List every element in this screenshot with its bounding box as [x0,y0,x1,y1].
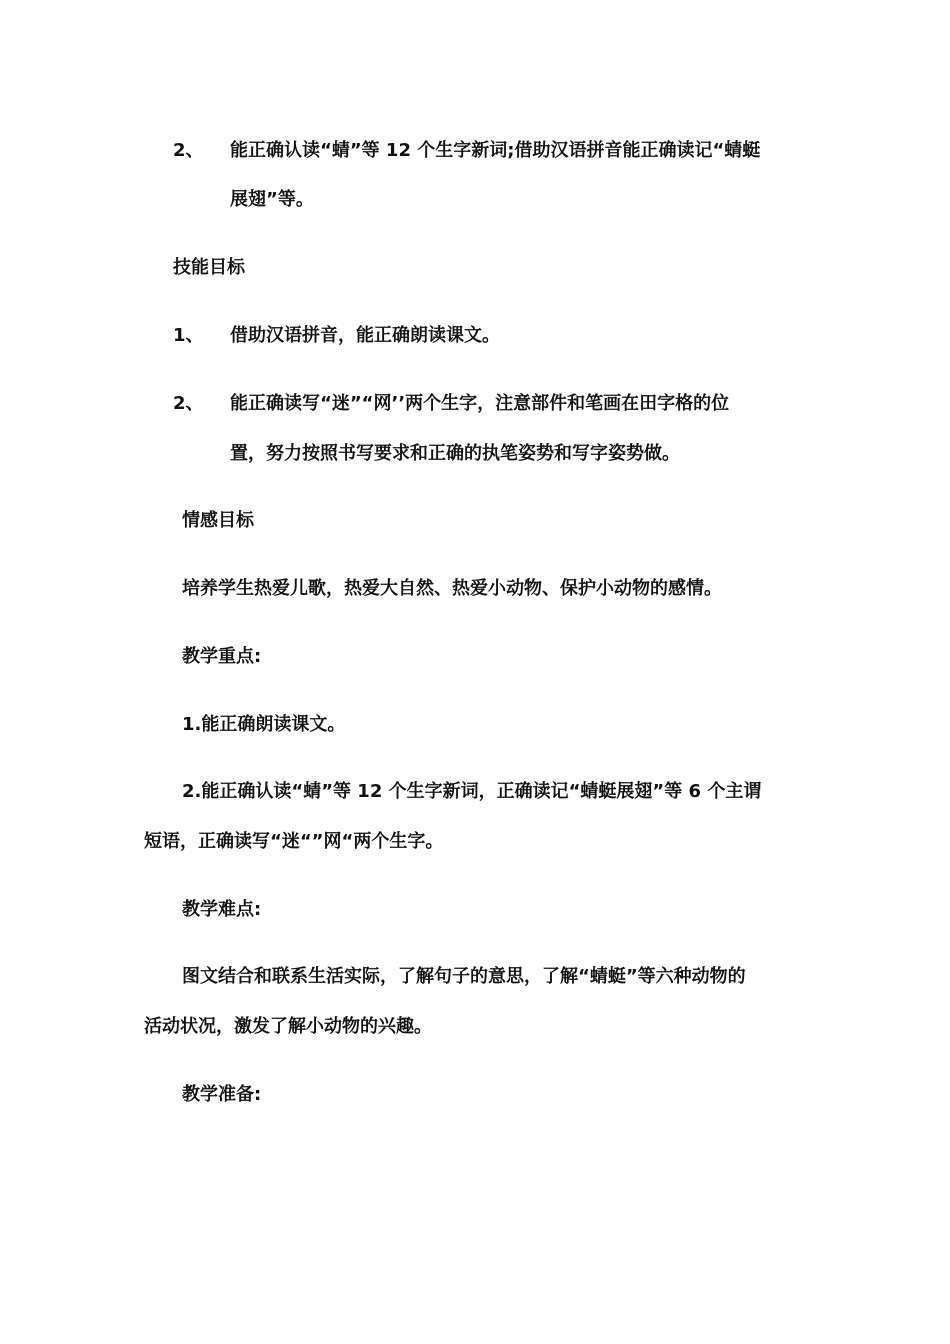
paragraph-line: 培养学生热爱儿歌，热爱大自然、热爱小动物、保护小动物的感情。 [182,578,722,599]
paragraph-line: 活动状况，激发了解小动物的兴趣。 [144,1016,432,1037]
paragraph-line: 短语，正确读写“迷“”网“两个生字。 [144,831,444,852]
paragraph-line: 借助汉语拼音，能正确朗读课文。 [230,325,500,346]
paragraph-line: 图文结合和联系生活实际，了解句子的意思，了解“蜻蜓”等六种动物的 [182,966,746,987]
list-number: 1、 [173,325,204,346]
paragraph-line: 能正确读写“迷”“网’’两个生字，注意部件和笔画在田字格的位 [230,393,730,414]
paragraph-line: 1.能正确朗读课文。 [182,714,346,735]
paragraph-line: 展翅”等。 [230,189,314,210]
paragraph-line: 置，努力按照书写要求和正确的执笔姿势和写字姿势做。 [230,443,680,464]
list-number: 2、 [173,140,204,161]
paragraph-line: 2.能正确认读“蜻”等 12 个生字新词，正确读记“蜻蜓展翅”等 6 个主谓 [182,781,762,802]
paragraph-line: 能正确认读“蜻”等 12 个生字新词;借助汉语拼音能正确读记“蜻蜓 [230,140,761,161]
section-heading-key-points: 教学重点: [182,646,262,667]
section-heading-emotion-goal: 情感目标 [182,510,254,531]
section-heading-skill-goal: 技能目标 [173,257,245,278]
list-number: 2、 [173,393,204,414]
section-heading-difficult-points: 教学难点: [182,899,262,920]
section-heading-preparation: 教学准备: [182,1084,262,1105]
